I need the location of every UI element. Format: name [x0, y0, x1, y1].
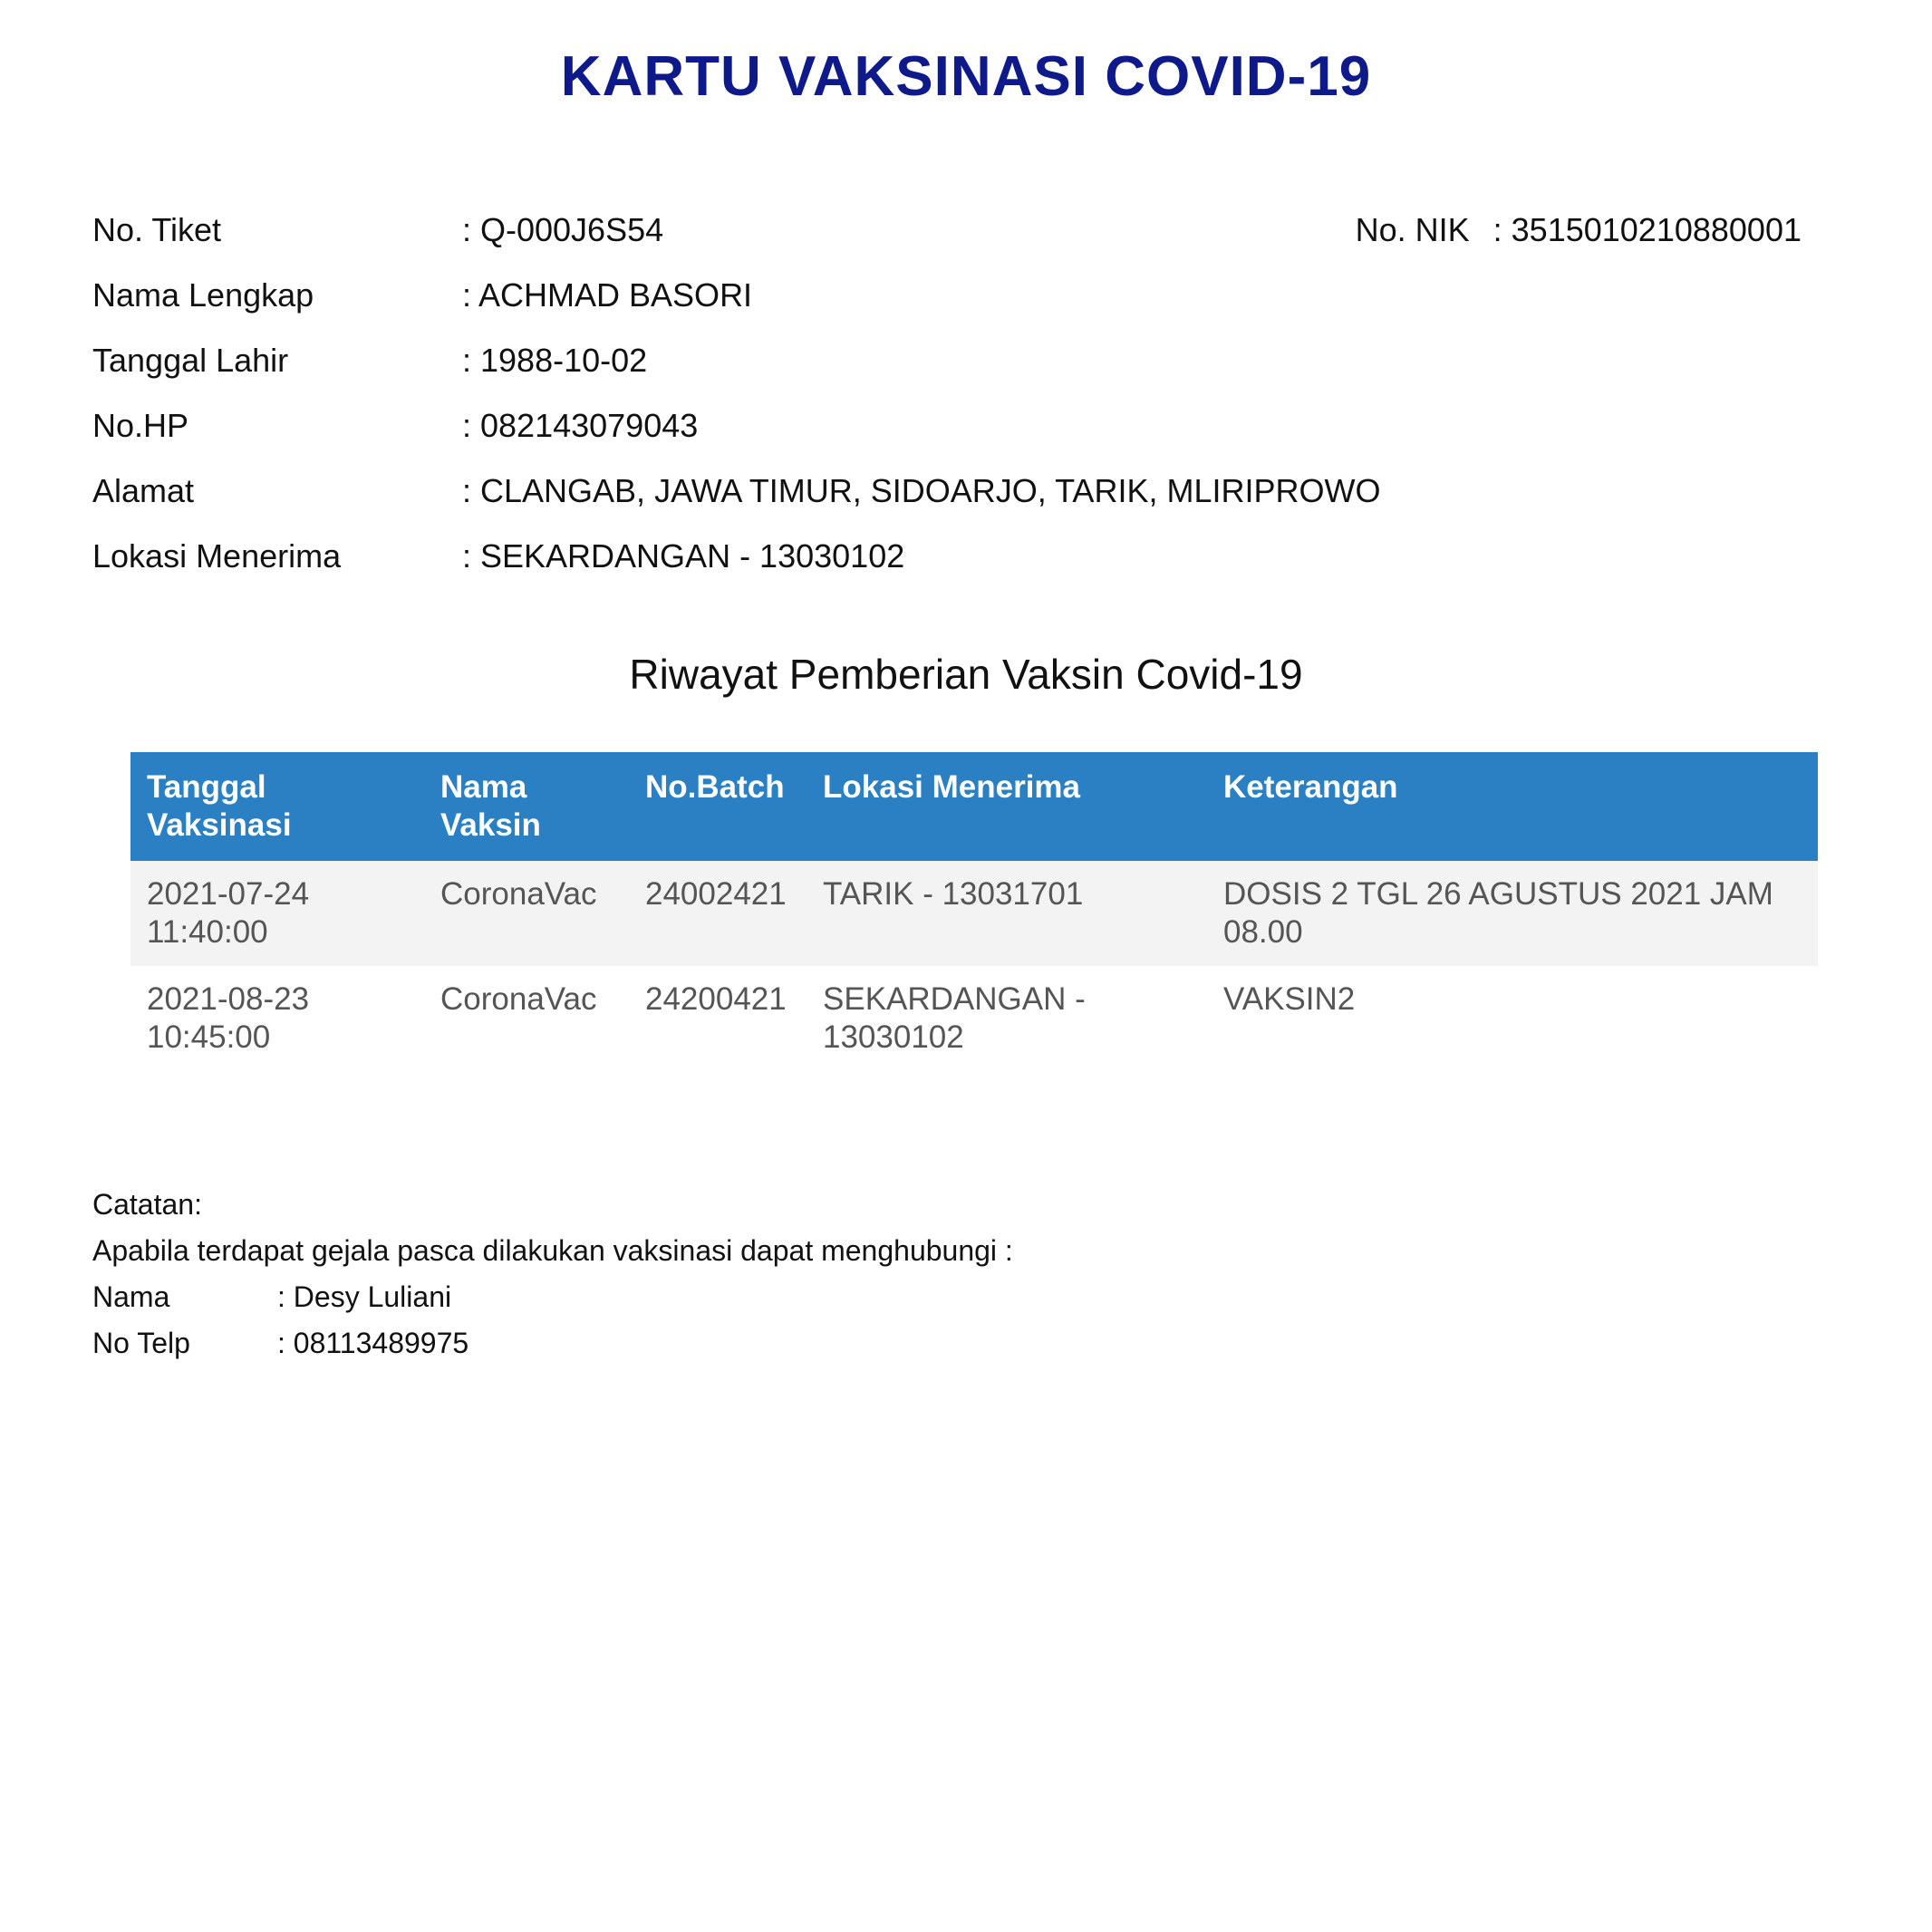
address-label: Alamat [92, 472, 195, 509]
table-header-row [130, 752, 1818, 861]
cell-vaccine: CoronaVac [440, 981, 597, 1017]
ticket-value: : Q-000J6S54 [462, 211, 664, 248]
cell-date: 2021-08-23 10:45:00 [147, 981, 310, 1055]
nik-label: No. NIK [1355, 211, 1470, 248]
birth-label: Tanggal Lahir [92, 342, 289, 379]
nik-row [1356, 198, 1802, 263]
cell-batch: 24200421 [645, 981, 787, 1017]
header-vaccine: Nama Vaksin [424, 752, 629, 861]
notes-heading: Catatan: [92, 1188, 202, 1221]
location-label: Lokasi Menerima [92, 537, 342, 575]
notes-section [92, 1182, 1013, 1367]
cell-remarks: VAKSIN2 [1223, 981, 1356, 1017]
phone-row [92, 393, 1380, 459]
contact-name-value: : Desy Luliani [277, 1280, 452, 1313]
header-batch: No.Batch [629, 752, 807, 861]
phone-value: : 082143079043 [462, 407, 699, 444]
vaccination-history-table [130, 752, 1818, 1071]
birth-row [92, 328, 1380, 393]
phone-label: No.HP [92, 407, 189, 444]
address-value: : CLANGAB, JAWA TIMUR, SIDOARJO, TARIK, MLIRIPROWO [462, 472, 1381, 509]
cell-remarks: DOSIS 2 TGL 26 AGUSTUS 2021 JAM 08.00 [1207, 861, 1818, 966]
contact-phone-label: No Telp [92, 1327, 190, 1359]
location-value: : SEKARDANGAN - 13030102 [462, 537, 905, 575]
cell-batch: 24002421 [629, 861, 807, 966]
ticket-row [92, 198, 1380, 263]
notes-instruction: Apabila terdapat gejala pasca dilakukan vaksinasi dapat menghubungi : [92, 1234, 1013, 1267]
ticket-label: No. Tiket [92, 211, 222, 248]
table-row [130, 861, 1818, 966]
cell-location: TARIK - 13031701 [807, 861, 1207, 966]
name-value: : ACHMAD BASORI [462, 276, 753, 314]
header-date: Tanggal Vaksinasi [130, 752, 424, 861]
document-title: KARTU VAKSINASI COVID-19 [560, 45, 1372, 108]
name-label: Nama Lengkap [92, 276, 314, 314]
contact-name-label: Nama [92, 1280, 170, 1313]
birth-value: : 1988-10-02 [462, 342, 648, 379]
contact-phone-row [92, 1320, 1013, 1367]
contact-phone-value: : 08113489975 [277, 1327, 469, 1359]
patient-info [92, 198, 1380, 589]
cell-date: 2021-07-24 11:40:00 [130, 861, 424, 966]
location-row [92, 524, 1380, 589]
table-row [130, 966, 1818, 1071]
history-title: Riwayat Pemberian Vaksin Covid-19 [629, 651, 1303, 698]
cell-vaccine: CoronaVac [424, 861, 629, 966]
contact-name-row [92, 1274, 1013, 1320]
nik-value: : 3515010210880001 [1492, 211, 1802, 248]
address-row [92, 459, 1380, 524]
cell-location: SEKARDANGAN - 13030102 [823, 981, 1086, 1055]
header-remarks: Keterangan [1207, 752, 1818, 861]
name-row [92, 263, 1380, 328]
header-location: Lokasi Menerima [807, 752, 1207, 861]
